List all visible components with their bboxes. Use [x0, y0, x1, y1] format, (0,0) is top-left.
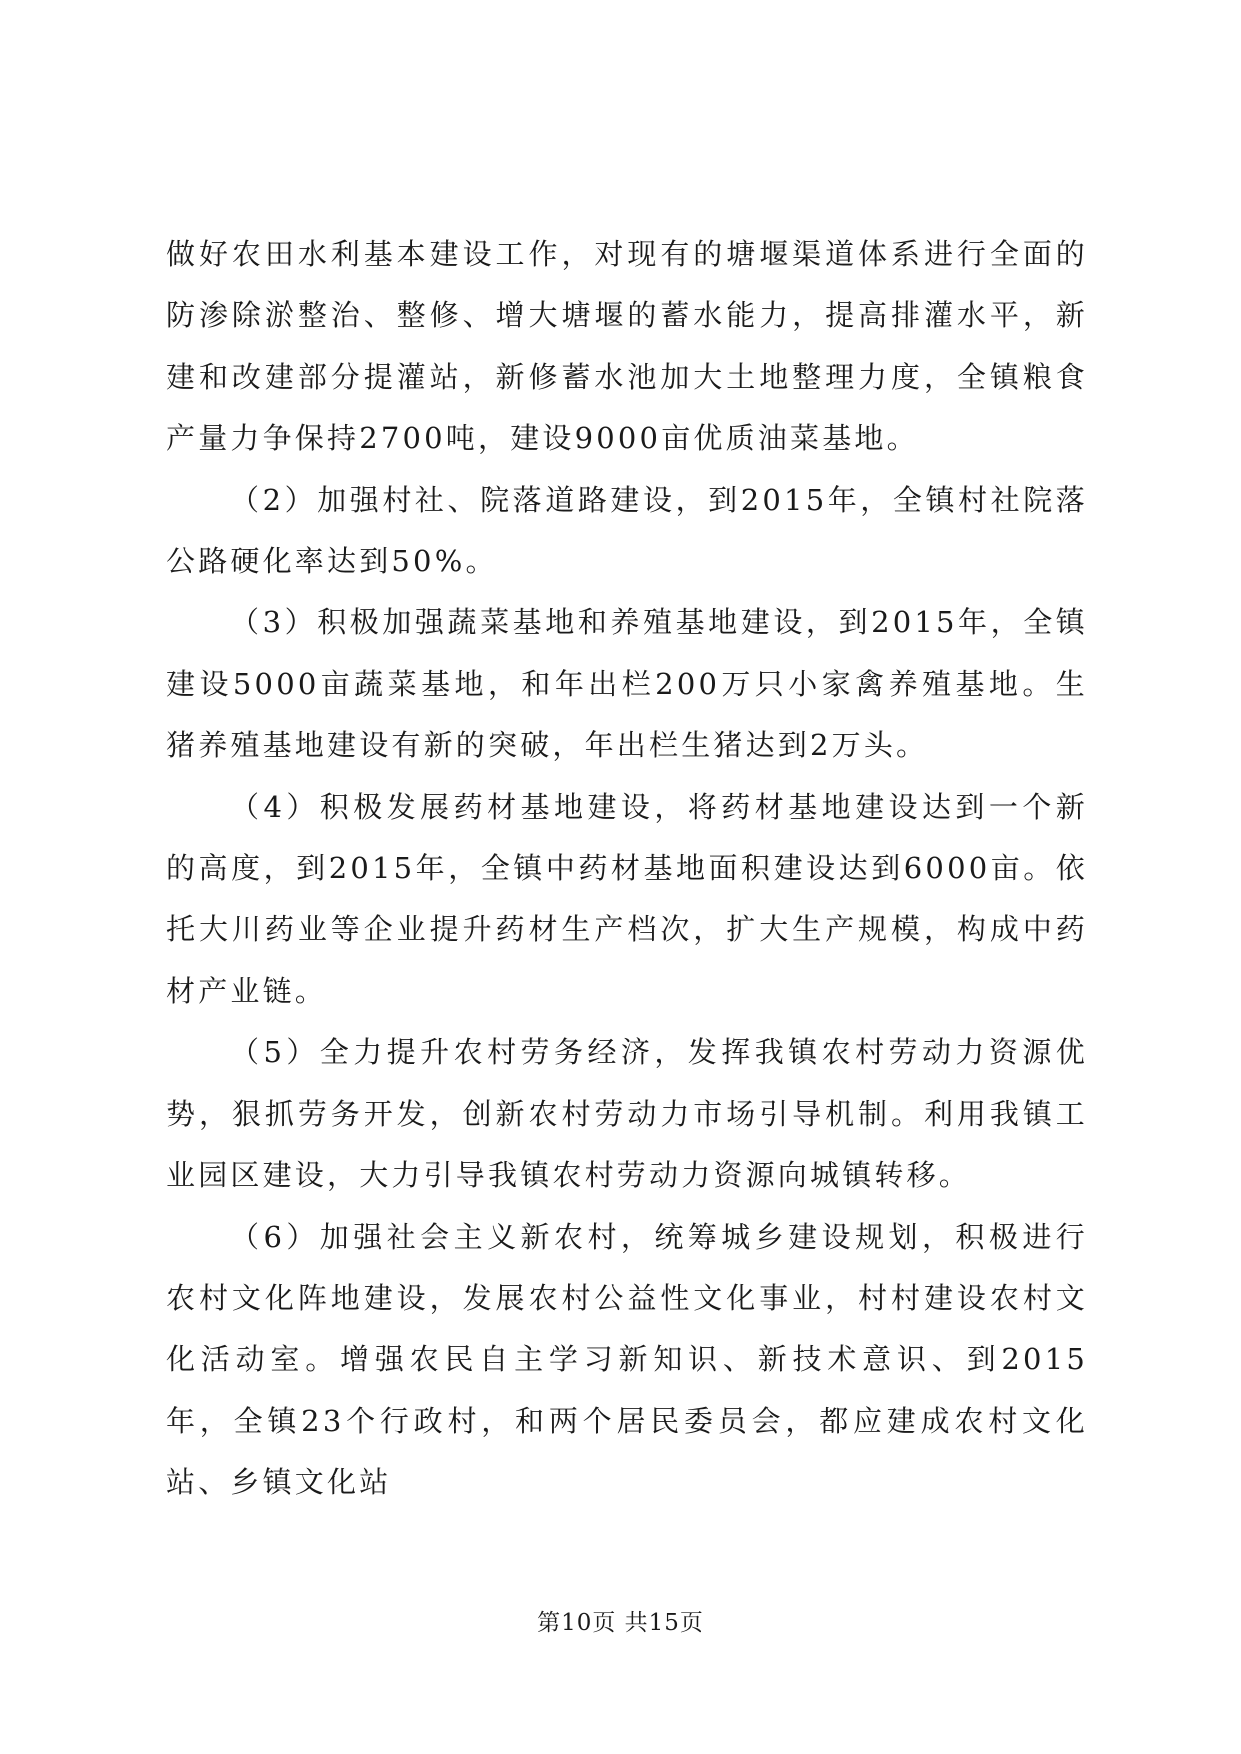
document-body: [166, 224, 1088, 1514]
paragraph-roads: （2）加强村社、院落道路建设，到2015年，全镇村社院落公路硬化率达到50%。: [166, 482, 1088, 579]
paragraph-labor-economy: （5）全力提升农村劳务经济，发挥我镇农村劳动力资源优势，狠抓劳务开发，创新农村劳动力市场引导机制。利用我镇工业园区建设，大力引导我镇农村劳动力资源向城镇转移。: [166, 1035, 1088, 1193]
paragraph-vegetable-breeding: （3）积极加强蔬菜基地和养殖基地建设，到2015年，全镇建设5000亩蔬菜基地，和年出栏200万只小家禽养殖基地。生猪养殖基地建设有新的突破，年出栏生猪达到2万头。: [166, 605, 1088, 763]
paragraph-medicinal-herbs: （4）积极发展药材基地建设，将药材基地建设达到一个新的高度，到2015年，全镇中药材基地面积建设达到6000亩。依托大川药业等企业提升药材生产档次，扩大生产规模，构成中药材产业链。: [166, 789, 1088, 1008]
paragraph-irrigation: 做好农田水利基本建设工作，对现有的塘堰渠道体系进行全面的防渗除淤整治、整修、增大塘堰的蓄水能力，提高排灌水平，新建和改建部分提灌站，新修蓄水池加大土地整理力度，全镇粮食产量力争保持2700吨，建设9000亩优质油菜基地。: [166, 237, 1088, 456]
page-number-footer: 第10页 共15页: [537, 1610, 704, 1636]
paragraph-new-countryside: （6）加强社会主义新农村，统筹城乡建设规划，积极进行农村文化阵地建设，发展农村公益性文化事业，村村建设农村文化活动室。增强农民自主学习新知识、新技术意识、到2015年，全镇23个行政村，和两个居民委员会，都应建成农村文化站、乡镇文化站: [166, 1219, 1088, 1500]
